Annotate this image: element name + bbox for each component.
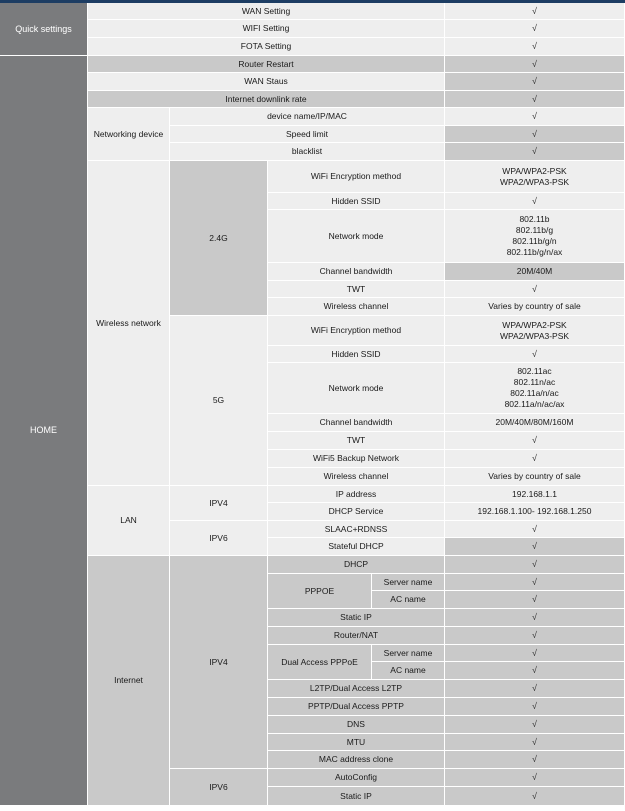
supported-check-mark: √ [445,450,625,468]
value-cell: WPA/WPA2-PSK WPA2/WPA3-PSK [445,316,625,346]
mac-address-clone-row: MAC address clone [268,751,445,769]
supported-check-mark: √ [445,574,625,591]
dhcp-row: DHCP [268,556,445,574]
supported-check-mark: √ [445,193,625,210]
dual-access-pppoe-label: Dual Access PPPoE [268,645,372,680]
hidden-ssid-24g-row: Hidden SSID [268,193,445,210]
value-cell: 20M/40M [445,263,625,281]
supported-check-mark: √ [445,3,625,20]
supported-check-mark: √ [445,751,625,769]
twt-5g-row: TWT [268,432,445,450]
lan-label: LAN [88,486,170,556]
ip-address-row: IP address [268,486,445,503]
supported-check-mark: √ [445,108,625,126]
supported-check-mark: √ [445,432,625,450]
supported-check-mark: √ [445,734,625,751]
network-mode-5g-row: Network mode [268,363,445,414]
supported-check-mark: √ [445,538,625,556]
device-name-row: device name/IP/MAC [170,108,445,126]
value-cell: 192.168.1.1 [445,486,625,503]
slaac-rdnss-row: SLAAC+RDNSS [268,521,445,538]
wifi-setting-row: WIFI Setting [88,20,445,38]
supported-check-mark: √ [445,56,625,73]
dns-row: DNS [268,716,445,734]
value-cell: 802.11b 802.11b/g 802.11b/g/n 802.11b/g/n/ax [445,210,625,263]
dual-ac-name-row: AC name [372,662,445,680]
lan-ipv6-label: IPV6 [170,521,268,556]
network-mode-24g-row: Network mode [268,210,445,263]
pppoe-ac-name-row: AC name [372,591,445,609]
pptp-row: PPTP/Dual Access PPTP [268,698,445,716]
supported-check-mark: √ [445,91,625,108]
home-section-label: HOME [0,56,88,806]
supported-check-mark: √ [445,73,625,91]
supported-check-mark: √ [445,716,625,734]
value-cell: Varies by country of sale [445,468,625,486]
value-cell: Varies by country of sale [445,298,625,316]
supported-check-mark: √ [445,609,625,627]
supported-check-mark: √ [445,769,625,787]
speed-limit-row: Speed limit [170,126,445,143]
supported-check-mark: √ [445,126,625,143]
blacklist-row: blacklist [170,143,445,161]
pppoe-server-name-row: Server name [372,574,445,591]
encryption-24g-row: WiFi Encryption method [268,161,445,193]
wireless-channel-24g-row: Wireless channel [268,298,445,316]
router-restart-row: Router Restart [88,56,445,73]
twt-24g-row: TWT [268,281,445,298]
supported-check-mark: √ [445,281,625,298]
wireless-channel-5g-row: Wireless channel [268,468,445,486]
mtu-row: MTU [268,734,445,751]
dhcp-service-row: DHCP Service [268,503,445,521]
l2tp-row: L2TP/Dual Access L2TP [268,680,445,698]
supported-check-mark: √ [445,143,625,161]
supported-check-mark: √ [445,591,625,609]
supported-check-mark: √ [445,38,625,56]
value-cell: 802.11ac 802.11n/ac 802.11a/n/ac 802.11a/n/ac/ax [445,363,625,414]
supported-check-mark: √ [445,680,625,698]
internet-ipv6-label: IPV6 [170,769,268,806]
lan-ipv4-label: IPV4 [170,486,268,521]
band-5g-label: 5G [170,316,268,486]
fota-setting-row: FOTA Setting [88,38,445,56]
quick-settings-label: Quick settings [0,3,88,56]
stateful-dhcp-row: Stateful DHCP [268,538,445,556]
supported-check-mark: √ [445,698,625,716]
wireless-network-label: Wireless network [88,161,170,486]
static-ip-row: Static IP [268,609,445,627]
value-cell: 192.168.1.100- 192.168.1.250 [445,503,625,521]
supported-check-mark: √ [445,627,625,645]
supported-check-mark: √ [445,662,625,680]
supported-check-mark: √ [445,645,625,662]
networking-device-label: Networking device [88,108,170,161]
supported-check-mark: √ [445,20,625,38]
dual-server-name-row: Server name [372,645,445,662]
internet-downlink-rate-row: Internet downlink rate [88,91,445,108]
internet-label: Internet [88,556,170,806]
hidden-ssid-5g-row: Hidden SSID [268,346,445,363]
channel-bandwidth-24g-row: Channel bandwidth [268,263,445,281]
supported-check-mark: √ [445,556,625,574]
value-cell: WPA/WPA2-PSK WPA2/WPA3-PSK [445,161,625,193]
autoconfig-row: AutoConfig [268,769,445,787]
band-24g-label: 2.4G [170,161,268,316]
encryption-5g-row: WiFi Encryption method [268,316,445,346]
wan-status-row: WAN Staus [88,73,445,91]
internet-ipv4-label: IPV4 [170,556,268,769]
wan-setting-row: WAN Setting [88,3,445,20]
supported-check-mark: √ [445,787,625,806]
channel-bandwidth-5g-row: Channel bandwidth [268,414,445,432]
pppoe-label: PPPOE [268,574,372,609]
router-nat-row: Router/NAT [268,627,445,645]
wifi5-backup-network-row: WiFi5 Backup Network [268,450,445,468]
supported-check-mark: √ [445,521,625,538]
value-cell: 20M/40M/80M/160M [445,414,625,432]
supported-check-mark: √ [445,346,625,363]
ipv6-static-ip-row: Static IP [268,787,445,806]
